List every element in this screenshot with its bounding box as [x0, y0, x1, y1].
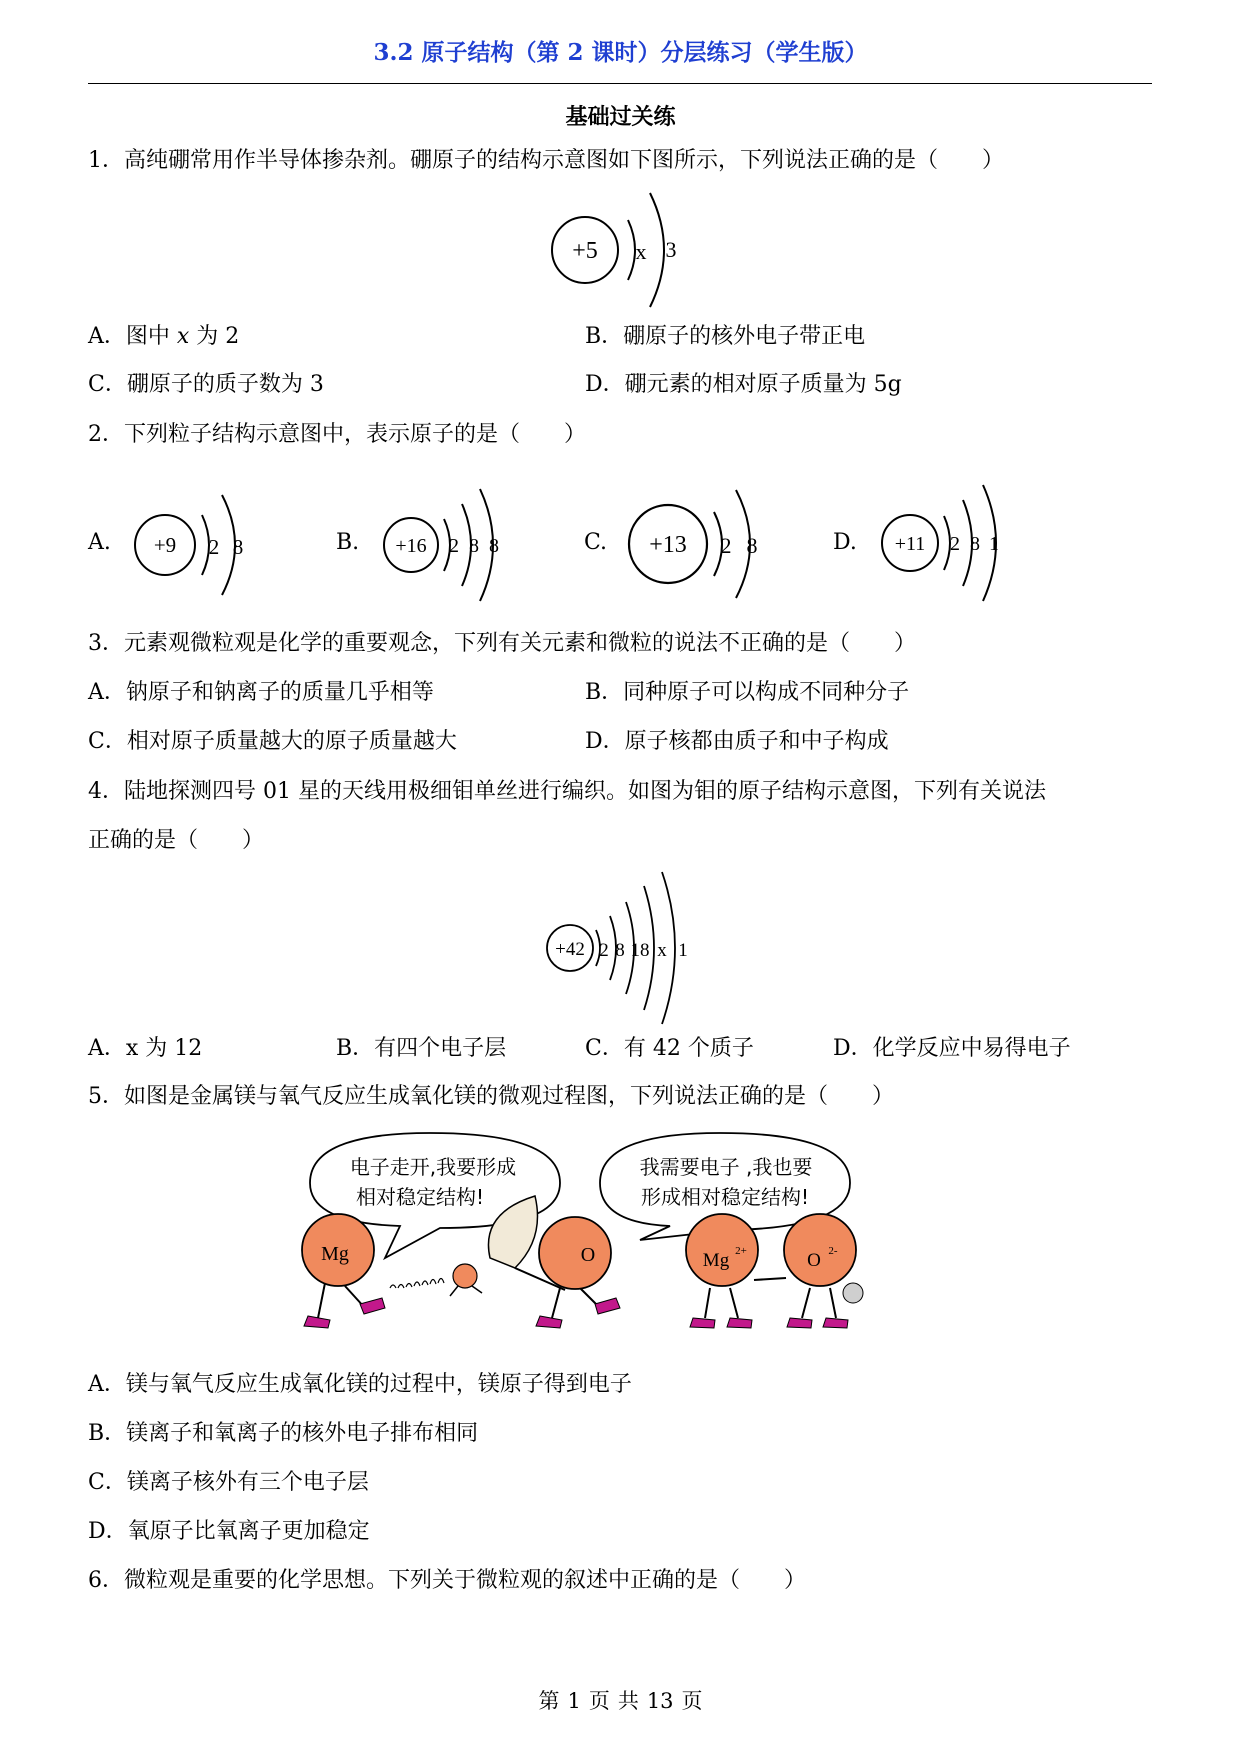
q2-a-shell-2: 8 — [232, 535, 244, 559]
q2-choice-a-diagram[interactable] — [130, 490, 260, 600]
mg-ion-charge: 2+ — [735, 1245, 747, 1257]
o-ion-character — [784, 1214, 863, 1328]
q1-option-d[interactable]: D．硼元素的相对原子质量为 5g — [585, 372, 902, 397]
q2-c-shell-1: 2 — [720, 533, 732, 558]
page-number: 1 — [567, 1689, 581, 1713]
q4-nucleus: +42 — [555, 939, 585, 960]
q4-option-b[interactable]: B．有四个电子层 — [336, 1036, 507, 1061]
q2-d-nucleus: +11 — [894, 533, 926, 555]
q4-shell-3: 18 — [630, 940, 650, 961]
o-ion-label: O — [807, 1250, 821, 1271]
q1-stem: 1．高纯硼常用作半导体掺杂剂。硼原子的结构示意图如下图所示，下列说法正确的是（ ） — [88, 148, 1005, 173]
q5-stem: 5．如图是金属镁与氧气反应生成氧化镁的微观过程图，下列说法正确的是（ ） — [88, 1084, 894, 1109]
q2-b-shell-2: 8 — [469, 535, 479, 557]
q4-shell-2: 8 — [615, 940, 625, 961]
mg-atom-character — [302, 1214, 385, 1328]
q2-choice-c-label[interactable]: C. — [584, 530, 608, 555]
q1-option-b[interactable]: B．硼原子的核外电子带正电 — [585, 324, 866, 349]
page-title: 3.2 原子结构（第 2 课时）分层练习（学生版） — [373, 39, 868, 66]
o-atom-label: O — [580, 1244, 596, 1266]
mg-ion-character — [686, 1214, 758, 1328]
q4-shell-4: x — [657, 940, 667, 961]
q5-option-a[interactable]: A．镁与氧气反应生成氧化镁的过程中，镁原子得到电子 — [88, 1372, 632, 1397]
bubble-left-line2: 相对稳定结构! — [355, 1185, 485, 1209]
q4-option-d[interactable]: D．化学反应中易得电子 — [833, 1036, 1071, 1061]
q6-stem: 6．微粒观是重要的化学思想。下列关于微粒观的叙述中正确的是（ ） — [88, 1568, 806, 1593]
q4-atom-diagram — [540, 868, 700, 1028]
ion-handshake — [754, 1278, 786, 1280]
q1-option-a[interactable]: A．图中 x 为 2 — [88, 324, 240, 349]
q3-stem: 3．元素观微粒观是化学的重要观念，下列有关元素和微粒的说法不正确的是（ ） — [88, 631, 916, 656]
q2-choice-d-label[interactable]: D. — [833, 530, 857, 555]
q2-choice-a-label[interactable]: A. — [88, 530, 111, 555]
o-atom-character — [536, 1217, 620, 1328]
bubble-right-line1: 我需要电子 ,我也要 — [639, 1155, 813, 1179]
q3-option-b[interactable]: B．同种原子可以构成不同种分子 — [585, 680, 910, 705]
q5-option-b[interactable]: B．镁离子和氧离子的核外电子排布相同 — [88, 1421, 479, 1446]
q2-d-shell-1: 2 — [950, 533, 960, 555]
electron-trail — [390, 1279, 444, 1289]
bubble-left-line1: 电子走开,我要形成 — [349, 1155, 517, 1179]
q4-option-c[interactable]: C．有 42 个质子 — [585, 1036, 754, 1061]
electron-character — [450, 1264, 482, 1296]
q2-a-shell-1: 2 — [208, 535, 220, 559]
q2-choice-b-label[interactable]: B. — [336, 530, 360, 555]
mg-atom-label: Mg — [321, 1243, 349, 1265]
q2-b-nucleus: +16 — [395, 535, 427, 557]
q2-d-shell-3: 1 — [989, 533, 999, 555]
q2-b-shell-1: 2 — [449, 535, 459, 557]
page-footer: 第 1 页 共 13 页 — [538, 1689, 703, 1713]
q5-option-c[interactable]: C．镁离子核外有三个电子层 — [88, 1470, 369, 1495]
q4-shell-5: 1 — [678, 940, 688, 961]
q1-shell-1: x — [635, 239, 647, 264]
header-rule — [88, 83, 1152, 84]
q1-option-c[interactable]: C．硼原子的质子数为 3 — [88, 372, 324, 397]
q5-cartoon — [290, 1128, 950, 1348]
q1-nucleus-label: +5 — [572, 238, 598, 264]
mg-ion-label: Mg — [702, 1250, 730, 1271]
q4-stem-line2: 正确的是（ ） — [88, 828, 265, 853]
q3-option-a[interactable]: A．钠原子和钠离子的质量几乎相等 — [88, 680, 434, 705]
q2-c-nucleus: +13 — [649, 532, 687, 558]
page-total: 13 — [646, 1689, 674, 1713]
section-title: 基础过关练 — [565, 104, 676, 130]
q2-stem: 2．下列粒子结构示意图中，表示原子的是（ ） — [88, 422, 586, 447]
bubble-right-line2: 形成相对稳定结构! — [640, 1185, 810, 1209]
q1-atom-diagram — [540, 185, 710, 315]
q4-shell-1: 2 — [599, 940, 609, 961]
q2-choice-c-diagram[interactable] — [626, 484, 776, 604]
o-ion-charge: 2- — [828, 1245, 838, 1257]
q2-choice-d-diagram[interactable] — [875, 482, 1025, 604]
q5-option-d[interactable]: D．氧原子比氧离子更加稳定 — [88, 1519, 370, 1544]
q2-c-shell-2: 8 — [746, 533, 758, 558]
q2-d-shell-2: 8 — [970, 533, 980, 555]
q2-a-nucleus: +9 — [153, 533, 177, 557]
q4-option-a[interactable]: A．x 为 12 — [88, 1036, 203, 1061]
q2-choice-b-diagram[interactable] — [378, 486, 528, 604]
q3-option-d[interactable]: D．原子核都由质子和中子构成 — [585, 729, 889, 754]
q2-b-shell-3: 8 — [489, 535, 499, 557]
q1-shell-2: 3 — [665, 237, 677, 262]
q4-stem-line1: 4．陆地探测四号 01 星的天线用极细钼单丝进行编织。如图为钼的原子结构示意图，下列有关说法 — [88, 779, 1046, 804]
q3-option-c[interactable]: C．相对原子质量越大的原子质量越大 — [88, 729, 457, 754]
